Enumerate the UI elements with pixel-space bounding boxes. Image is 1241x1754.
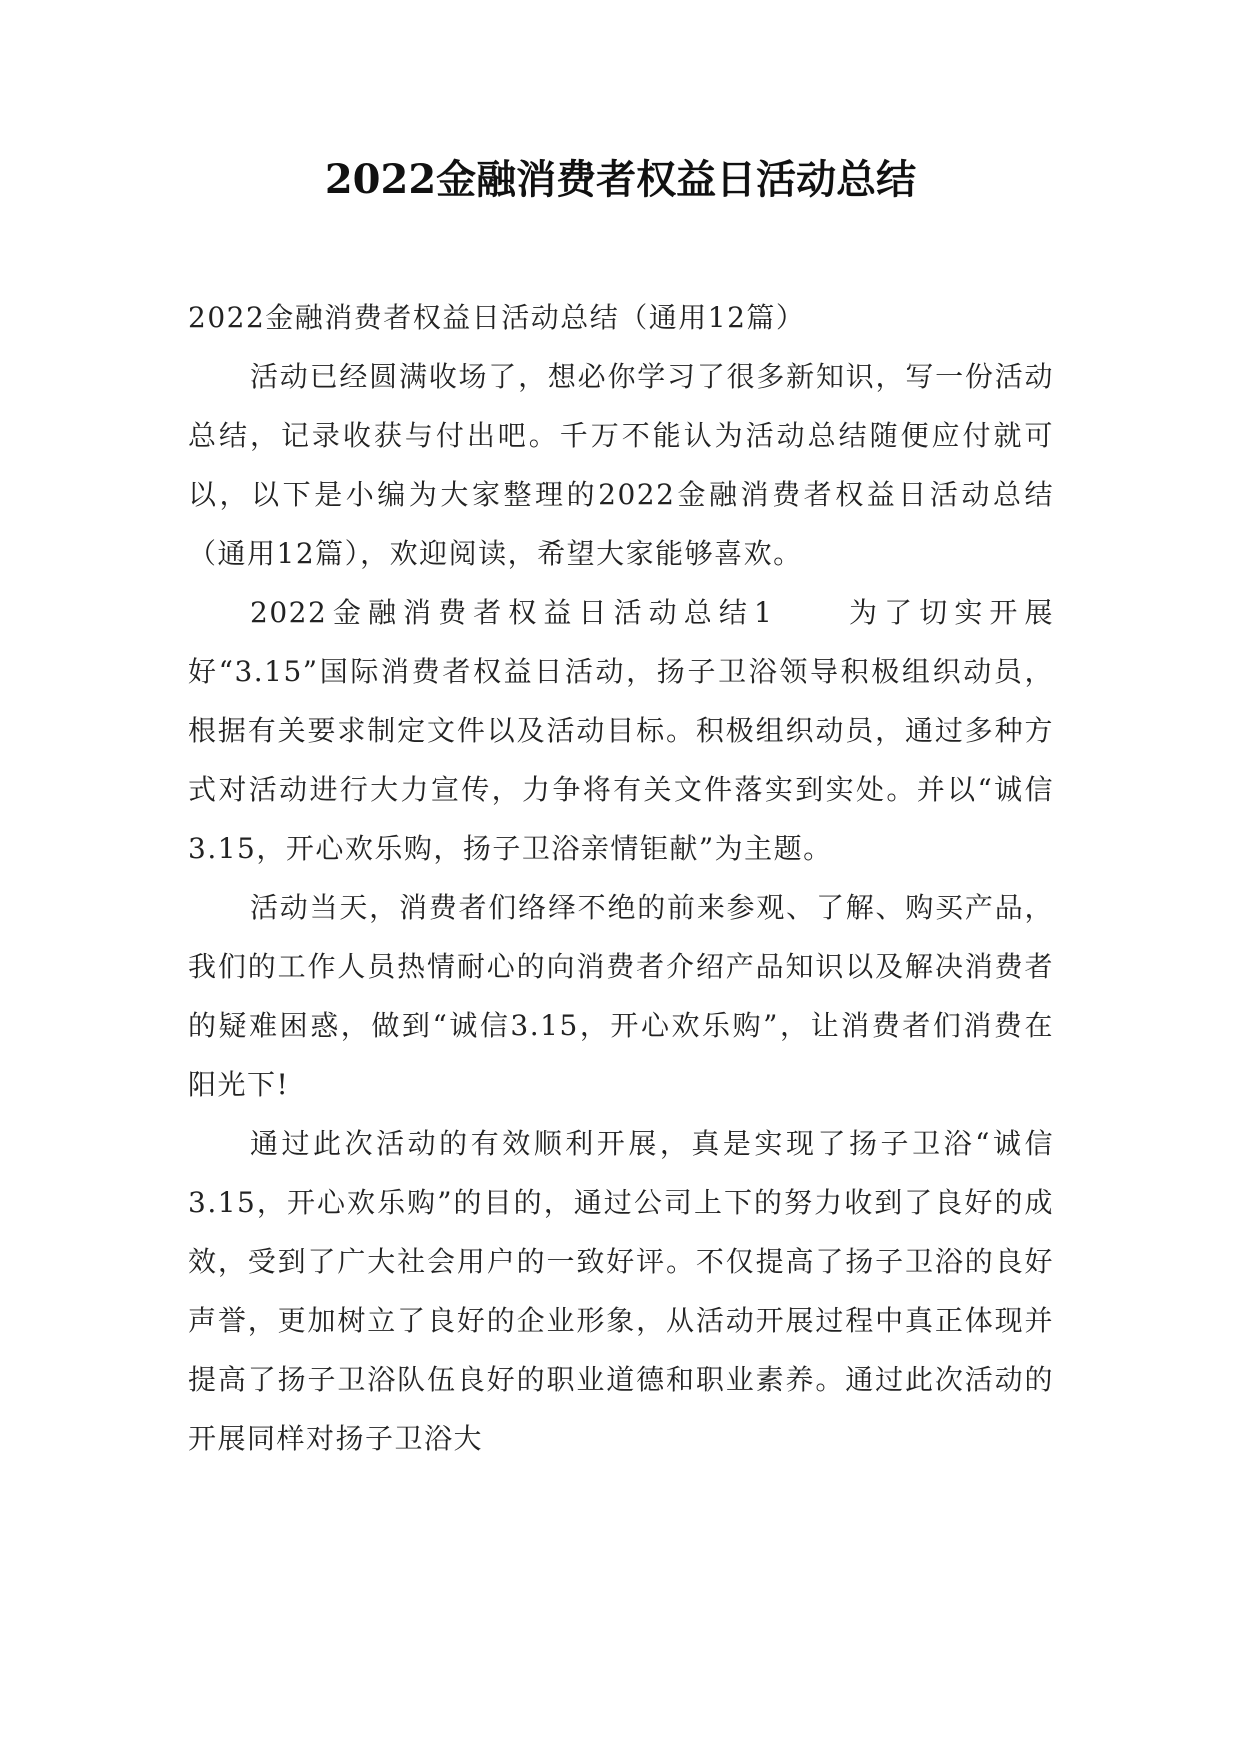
paragraph-event-day: 活动当天，消费者们络绎不绝的前来参观、了解、购买产品，我们的工作人员热情耐心的向消费者介绍产品知识以及解决消费者的疑难困惑，做到“诚信3.15，开心欢乐购”，让消费者们消费在阳光下! xyxy=(188,891,1054,1101)
document-body xyxy=(188,288,1054,1468)
paragraph-results: 通过此次活动的有效顺利开展，真是实现了扬子卫浴“诚信3.15，开心欢乐购”的目的，通过公司上下的努力收到了良好的成效，受到了广大社会用户的一致好评。不仅提高了扬子卫浴的良好声誉，更加树立了良好的企业形象，从活动开展过程中真正体现并提高了扬子卫浴队伍良好的职业道德和职业素养。通过此次活动的开展同样对扬子卫浴大 xyxy=(188,1127,1054,1455)
paragraph-summary-1: 2022金融消费者权益日活动总结1 为了切实开展好“3.15”国际消费者权益日活动，扬子卫浴领导积极组织动员，根据有关要求制定文件以及活动目标。积极组织动员，通过多种方式对活动进行大力宣传，力争将有关文件落实到实处。并以“诚信3.15，开心欢乐购，扬子卫浴亲情钜献”为主题。 xyxy=(188,596,1054,865)
document-subtitle: 2022金融消费者权益日活动总结（通用12篇） xyxy=(188,301,806,334)
paragraph-intro: 活动已经圆满收场了，想必你学习了很多新知识，写一份活动总结，记录收获与付出吧。千万不能认为活动总结随便应付就可以，以下是小编为大家整理的2022金融消费者权益日活动总结（通用12篇），欢迎阅读，希望大家能够喜欢。 xyxy=(188,360,1054,570)
document-title: 2022金融消费者权益日活动总结 xyxy=(324,156,917,203)
